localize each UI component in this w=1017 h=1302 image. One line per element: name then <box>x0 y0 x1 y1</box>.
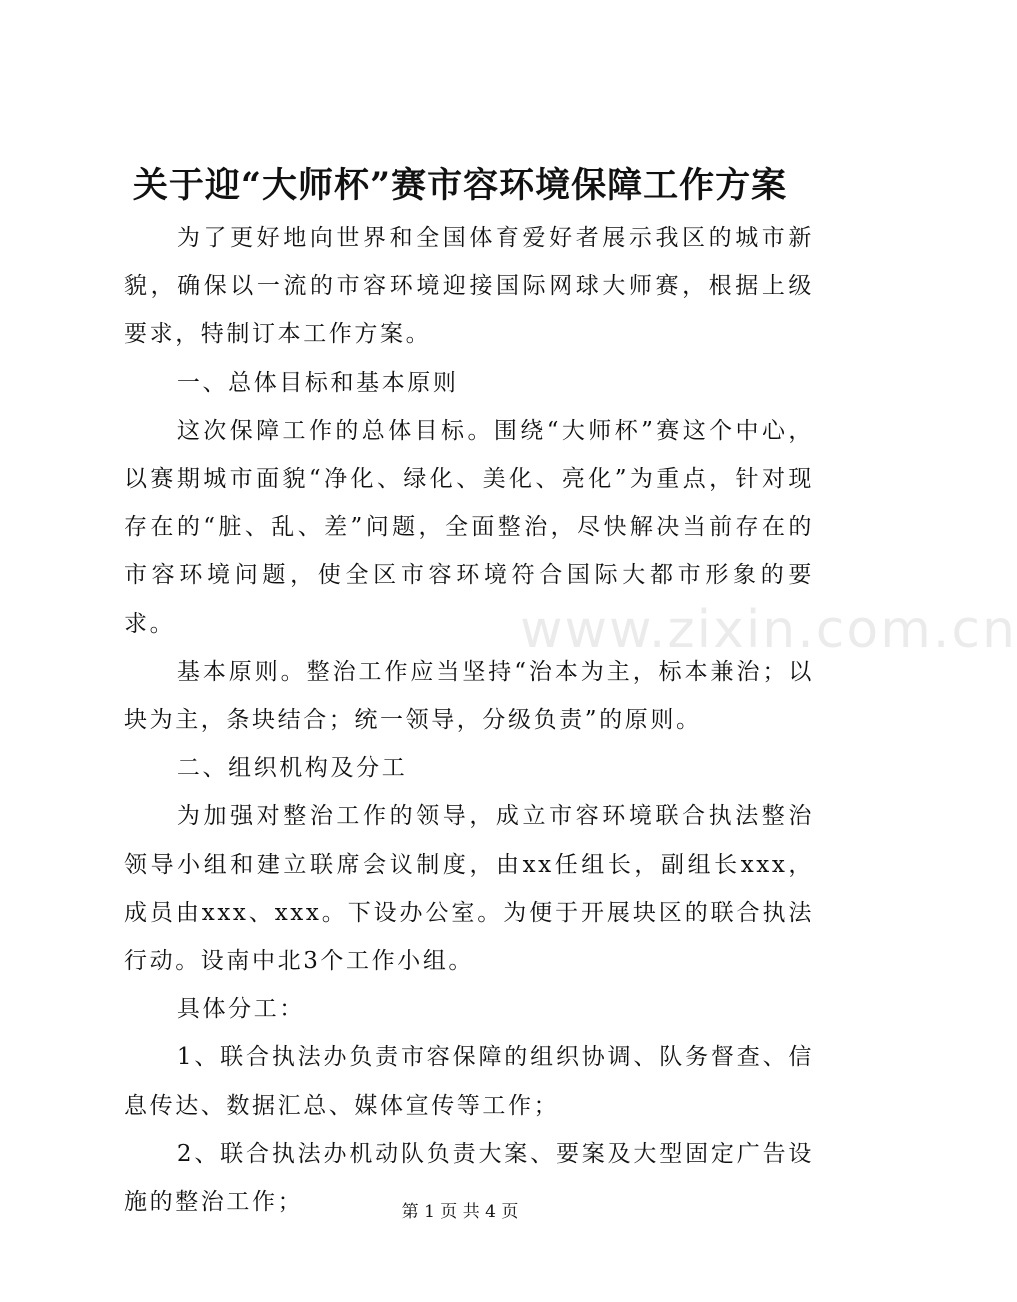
section-heading-2: 二、组织机构及分工 <box>176 755 408 782</box>
list-item-2: 2、联合执法办机动队负责大案、要案及大型固定广告设施的整治工作； <box>124 1140 814 1216</box>
paragraph-organization: 为加强对整治工作的领导，成立市容环境联合执法整治领导小组和建立联席会议制度，由xx任组长，副组长xxx，成员由xxx、xxx。下设办公室。为便于开展块区的联合执法行动。设南中北3个工作小组。 <box>124 803 814 975</box>
paragraph-division-heading: 具体分工： <box>176 996 305 1023</box>
document-body <box>124 214 814 1226</box>
paragraph-overall-goal: 这次保障工作的总体目标。围绕“大师杯”赛这个中心，以赛期城市面貌“净化、绿化、美化、亮化”为重点，针对现存在的“脏、乱、差”问题，全面整治，尽快解决当前存在的市容环境问题，使全区市容环境符合国际大都市形象的要求。 <box>124 417 814 637</box>
page-footer: 第 1 页 共 4 页 <box>401 1202 519 1222</box>
list-item-1: 1、联合执法办负责市容保障的组织协调、队务督查、信息传达、数据汇总、媒体宣传等工作； <box>124 1044 814 1119</box>
paragraph-basic-principle: 基本原则。整治工作应当坚持“治本为主，标本兼治；以块为主，条块结合；统一领导，分级负责”的原则。 <box>124 658 814 734</box>
section-heading-1: 一、总体目标和基本原则 <box>176 369 459 396</box>
watermark: www.zixin.com.cn <box>520 600 1017 660</box>
paragraph-intro: 为了更好地向世界和全国体育爱好者展示我区的城市新貌，确保以一流的市容环境迎接国际网球大师赛，根据上级要求，特制订本工作方案。 <box>124 225 814 348</box>
document-title: 关于迎“大师杯”赛市容环境保障工作方案 <box>132 165 788 206</box>
